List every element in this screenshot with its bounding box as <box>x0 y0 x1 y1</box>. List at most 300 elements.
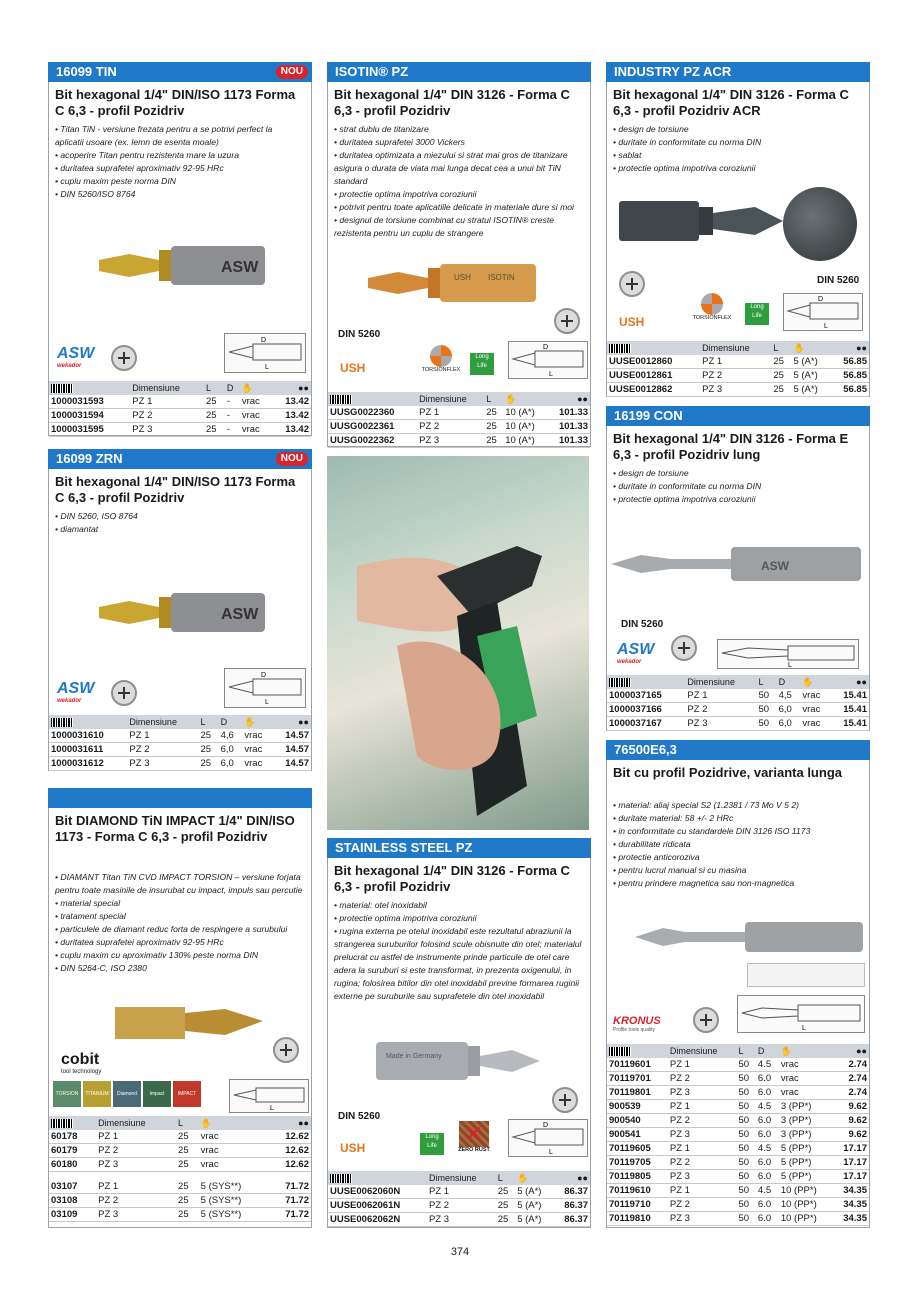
cell-code: 03107 <box>49 1180 96 1194</box>
feature-item: • DIN 5260, ISO 8764 <box>55 511 138 521</box>
cell-dim: PZ 1 <box>417 406 484 420</box>
brand-logo: ASW wekador <box>57 345 95 369</box>
product-title: Bit hexagonal 1/4" DIN/ISO 1173 Forma C 6,3 - profil Pozidriv <box>55 474 296 505</box>
cell-dim: PZ 1 <box>96 1180 176 1194</box>
panel-isotin-pz <box>327 62 591 447</box>
cell-l: 25 <box>771 355 791 369</box>
panel-diamond-tin <box>48 788 312 1228</box>
dimension-diagram <box>224 333 306 373</box>
feature-item: • potrivit pentru toate aplicatiile delicate in materiale dure si moi <box>334 202 574 212</box>
cell-l: 50 <box>737 1058 756 1072</box>
pozidriv-icon <box>111 345 137 371</box>
table-row <box>49 395 311 409</box>
table-row <box>607 1128 869 1142</box>
cell-code: 70119810 <box>607 1212 668 1226</box>
cell-dim: PZ 2 <box>427 1199 496 1213</box>
cell-code: 1000037165 <box>607 689 685 703</box>
feature-item: • acoperire Titan pentru rezistenta mare la uzura <box>55 150 239 160</box>
cell-l: 50 <box>737 1142 756 1156</box>
pozidriv-icon <box>671 635 697 661</box>
cell-pack: vrac <box>779 1086 832 1100</box>
cell-d: 6.0 <box>756 1114 779 1128</box>
table-row <box>607 1142 869 1156</box>
table-row <box>49 1194 311 1208</box>
long-life-badge: Long Life <box>420 1133 444 1155</box>
cell-code: 1000031611 <box>49 743 127 757</box>
cell-code: UUSE0062062N <box>328 1213 427 1227</box>
cell-l: 50 <box>737 1184 756 1198</box>
cell-l: 25 <box>484 420 503 434</box>
cell-dim: PZ 1 <box>668 1184 737 1198</box>
cell-l: 25 <box>176 1194 199 1208</box>
product-table: Dimensiune L D ✋ ●● 1000031593 PZ 1 25 - vrac 13.42 1000031594 PZ 2 25 - vrac 13.42 1000031595 PZ 3 25 - vrac 13.42 <box>51 382 309 435</box>
table-row <box>49 1208 311 1222</box>
cell-d: 4,5 <box>777 689 801 703</box>
cell-price: 14.57 <box>273 729 311 743</box>
feature-item: • duritate material: 58 +/- 2 HRc <box>613 813 734 823</box>
svg-text:ISOTIN: ISOTIN <box>488 273 515 282</box>
feature-item: • designul de torsiune combinat cu stratul ISOTIN® creste rezistenta pentru un cuplu de strangere <box>334 215 554 238</box>
cell-pack: vrac <box>242 729 272 743</box>
table-row <box>49 757 311 771</box>
cell-pack: 5 (SYS**) <box>199 1194 268 1208</box>
cell-l: 50 <box>737 1072 756 1086</box>
cell-d: 6.0 <box>756 1156 779 1170</box>
svg-text:D: D <box>261 672 267 679</box>
cell-dim: PZ 3 <box>700 383 771 397</box>
bit-image <box>611 539 863 589</box>
feature-item: • protectie optima impotriva coroziunii <box>613 163 756 173</box>
cell-l: 25 <box>199 743 219 757</box>
cell-pack: 10 (A*) <box>503 434 547 448</box>
new-badge: NOU <box>276 65 308 79</box>
feature-item: • in conformitate cu standardele DIN 3126 ISO 1173 <box>613 826 811 836</box>
badge-diamond: Diamond <box>113 1081 141 1107</box>
cell-code: UUSG0022362 <box>328 434 417 448</box>
cell-code: 900539 <box>607 1100 668 1114</box>
cell-pack: 10 (A*) <box>503 406 547 420</box>
badge-impact-red: IMPACT <box>173 1081 201 1107</box>
zero-rust-badge: ✕ ZERO RUST <box>458 1121 490 1153</box>
brand-logo: USH <box>340 361 366 375</box>
cell-d: 6.0 <box>756 1170 779 1184</box>
cell-dim: PZ 3 <box>127 757 198 771</box>
pozidriv-icon <box>552 1087 578 1113</box>
cell-pack: vrac <box>800 689 830 703</box>
brand-logo: USH <box>619 315 645 329</box>
table-row <box>328 1213 590 1227</box>
cell-pack: 5 (A*) <box>791 369 830 383</box>
feature-item: • material: otel inoxidabil <box>334 900 427 910</box>
svg-text:ASW: ASW <box>221 259 259 276</box>
feature-list <box>55 871 303 975</box>
cell-l: 50 <box>757 717 777 731</box>
feature-list <box>613 123 861 175</box>
panel-header: 16199 CON <box>606 406 870 426</box>
cell-price: 12.62 <box>268 1144 311 1158</box>
cell-dim: PZ 3 <box>668 1170 737 1184</box>
feature-item: • DIAMANT Titan TiN CVD IMPACT TORSION – versiune forjata pentru toate masinile de insurubat cu impact, impuls sau percutie <box>55 872 303 895</box>
svg-text:D: D <box>543 1122 549 1129</box>
cell-price: 9.62 <box>832 1100 869 1114</box>
svg-text:ASW: ASW <box>221 606 259 623</box>
cell-dim: PZ 3 <box>668 1128 737 1142</box>
cell-code: 1000031612 <box>49 757 127 771</box>
cell-pack: 10 (PP*) <box>779 1212 832 1226</box>
cell-pack: 10 (PP*) <box>779 1184 832 1198</box>
cell-price: 101.33 <box>547 420 590 434</box>
feature-item: • design de torsiune <box>613 124 689 134</box>
cell-price: 2.74 <box>832 1072 869 1086</box>
feature-item: • protectie optima impotriva coroziunii <box>334 189 477 199</box>
cell-l: 25 <box>204 395 225 409</box>
svg-text:L: L <box>265 364 269 371</box>
feature-list <box>613 467 861 506</box>
table-row <box>607 355 869 369</box>
cell-price: 13.42 <box>271 409 311 423</box>
cell-dim: PZ 2 <box>96 1144 176 1158</box>
panel-stainless-steel-pz <box>327 838 591 1228</box>
table-row <box>328 434 590 448</box>
cell-price: 34.35 <box>832 1184 869 1198</box>
cell-pack: vrac <box>199 1158 268 1172</box>
feature-list <box>613 799 861 890</box>
cell-pack: 3 (PP*) <box>779 1114 832 1128</box>
cell-dim: PZ 2 <box>668 1114 737 1128</box>
cell-d: 6.0 <box>756 1212 779 1226</box>
cell-code: 1000031594 <box>49 409 130 423</box>
engraving-text: Made in Germany <box>386 1053 442 1060</box>
product-table: Dimensiune L D ✋ ●● 1000031610 PZ 1 25 4,6 vrac 14.57 1000031611 PZ 2 25 6,0 vrac 14.57 1000031612 PZ 3 25 6,0 vrac 14.57 <box>51 716 309 769</box>
table-row <box>607 1058 869 1072</box>
din-label: DIN 5260 <box>338 1111 381 1122</box>
cell-dim: PZ 1 <box>427 1185 496 1199</box>
cell-d: - <box>225 409 240 423</box>
feature-item: • sablat <box>613 150 642 160</box>
product-title: Bit hexagonal 1/4" DIN 3126 - Forma C 6,3 - profil Pozidriv <box>334 863 570 894</box>
badge-impact: Impact <box>143 1081 171 1107</box>
panel-header: STAINLESS STEEL PZ <box>327 838 591 858</box>
product-title: Bit hexagonal 1/4" DIN 3126 - Forma C 6,3 - profil Pozidriv ACR <box>613 87 849 118</box>
table-row <box>49 409 311 423</box>
feature-list <box>334 899 582 1003</box>
feature-item: • protectie optima impotriva coroziunii <box>334 913 477 923</box>
feature-item: • cuplu maxim cu aproximativ 130% peste norma DIN <box>55 950 259 960</box>
cell-l: 50 <box>737 1198 756 1212</box>
cell-l: 50 <box>757 689 777 703</box>
pozidriv-icon <box>693 1007 719 1033</box>
cell-pack: 5 (PP*) <box>779 1142 832 1156</box>
cell-code: 1000031610 <box>49 729 127 743</box>
product-title: Bit DIAMOND TiN IMPACT 1/4" DIN/ISO 1173 - Forma C 6,3 - profil Pozidriv <box>55 813 295 844</box>
svg-text:ASW: ASW <box>761 559 789 573</box>
feature-list <box>334 123 582 240</box>
cell-code: UUSG0022361 <box>328 420 417 434</box>
brand-logo: USH <box>340 1141 366 1155</box>
pozidriv-icon <box>273 1037 299 1063</box>
cell-price: 86.37 <box>553 1199 590 1213</box>
cell-pack: 5 (SYS**) <box>199 1180 268 1194</box>
feature-item: • duritate in conformitate cu norma DIN <box>613 137 762 147</box>
cell-pack: 10 (A*) <box>503 420 547 434</box>
magnetic-badge <box>747 963 865 987</box>
feature-list <box>55 123 303 201</box>
cell-l: 50 <box>757 703 777 717</box>
dimension-diagram <box>508 1119 588 1157</box>
cell-pack: 5 (A*) <box>515 1185 553 1199</box>
table-row <box>607 717 869 731</box>
cell-l: 50 <box>737 1086 756 1100</box>
table-row <box>328 406 590 420</box>
torsionflex-badge: TORSIONFLEX <box>687 293 737 321</box>
cell-d: 4.5 <box>756 1142 779 1156</box>
table-row <box>607 1100 869 1114</box>
long-life-badge: Long Life <box>745 303 769 325</box>
cell-l: 25 <box>176 1158 199 1172</box>
drill-illustration <box>327 456 589 830</box>
cell-l: 25 <box>176 1208 199 1222</box>
panel-header: INDUSTRY PZ ACR <box>606 62 870 82</box>
cell-dim: PZ 3 <box>427 1213 496 1227</box>
panel-header: 16099 ZRN NOU <box>48 449 312 469</box>
cell-d: 6,0 <box>219 743 243 757</box>
table-row <box>607 1212 869 1226</box>
bit-image <box>115 999 265 1047</box>
svg-text:L: L <box>549 1149 553 1156</box>
cell-l: 50 <box>737 1170 756 1184</box>
cell-dim: PZ 2 <box>668 1156 737 1170</box>
cell-code: 70119705 <box>607 1156 668 1170</box>
cell-pack: 3 (PP*) <box>779 1100 832 1114</box>
panel-header: 76500E6,3 <box>606 740 870 760</box>
cell-dim: PZ 1 <box>130 395 204 409</box>
cell-price: 86.37 <box>553 1185 590 1199</box>
cell-code: 1000037166 <box>607 703 685 717</box>
cell-pack: vrac <box>199 1144 268 1158</box>
svg-text:D: D <box>543 344 549 351</box>
cell-pack: 5 (PP*) <box>779 1170 832 1184</box>
cell-d: 4.5 <box>756 1184 779 1198</box>
cell-d: 6,0 <box>219 757 243 771</box>
cell-pack: 5 (A*) <box>791 383 830 397</box>
cell-dim: PZ 2 <box>130 409 204 423</box>
cell-pack: vrac <box>242 743 272 757</box>
din-label: DIN 5260 <box>621 619 664 630</box>
cell-l: 25 <box>484 406 503 420</box>
cell-price: 86.37 <box>553 1213 590 1227</box>
product-title: Bit cu profil Pozidrive, varianta lunga <box>613 765 842 780</box>
cell-code: UUSE0012862 <box>607 383 700 397</box>
cell-price: 101.33 <box>547 406 590 420</box>
cell-l: 25 <box>176 1130 199 1144</box>
product-table: Dimensiune L ✋ ●● UUSG0022360 PZ 1 25 10 (A*) 101.33 UUSG0022361 PZ 2 25 10 (A*) 101.33 UUSG0022362 PZ 3 25 10 (A*) 101.33 <box>330 393 588 446</box>
cell-l: 25 <box>496 1185 515 1199</box>
bit-image <box>615 191 785 251</box>
feature-item: • strat dublu de titanizare <box>334 124 429 134</box>
cell-price: 2.74 <box>832 1058 869 1072</box>
feature-item: • duritatea suprafetei 3000 Vickers <box>334 137 465 147</box>
feature-item: • design de torsiune <box>613 468 689 478</box>
feature-item: • tratament special <box>55 911 126 921</box>
cell-code: 1000031595 <box>49 423 130 437</box>
cell-l: 25 <box>199 757 219 771</box>
cell-price: 9.62 <box>832 1114 869 1128</box>
cell-dim: PZ 1 <box>668 1058 737 1072</box>
feature-item: • protectie anticoroziva <box>613 852 700 862</box>
panel-header: ISOTIN® PZ <box>327 62 591 82</box>
cell-l: 25 <box>496 1213 515 1227</box>
table-row <box>607 1086 869 1100</box>
cell-code: UUSE0012861 <box>607 369 700 383</box>
dimension-diagram <box>229 1079 309 1113</box>
feature-item: • duritatea optimizata a miezului si strat mai gros de titanizare asigura o durata de viata mai lunga decat cea a unui bit TiN standard <box>334 150 568 186</box>
panel-76500e63 <box>606 740 870 1228</box>
table-row <box>49 1130 311 1144</box>
product-table: Dimensiune L D ✋ ●● 1000037165 PZ 1 50 4,5 vrac 15.41 1000037166 PZ 2 50 6,0 vrac 15.41 1000037167 PZ 3 50 6,0 vrac 15.41 <box>609 676 867 729</box>
dimension-diagram <box>508 341 588 379</box>
cell-price: 15.41 <box>831 703 869 717</box>
cell-price: 71.72 <box>268 1208 311 1222</box>
cell-dim: PZ 1 <box>700 355 771 369</box>
table-row <box>49 1180 311 1194</box>
cell-code: 70119701 <box>607 1072 668 1086</box>
product-title: Bit hexagonal 1/4" DIN/ISO 1173 Forma C 6,3 - profil Pozidriv <box>55 87 296 118</box>
cell-dim: PZ 3 <box>96 1158 176 1172</box>
drill-photo <box>327 456 589 830</box>
feature-item: • duritate in conformitate cu norma DIN <box>613 481 762 491</box>
cell-dim: PZ 2 <box>668 1072 737 1086</box>
cell-code: UUSE0062061N <box>328 1199 427 1213</box>
cell-d: 6,0 <box>777 717 801 731</box>
cell-price: 17.17 <box>832 1156 869 1170</box>
cell-d: 6.0 <box>756 1086 779 1100</box>
feature-item: • protectie optima impotriva coroziunii <box>613 494 756 504</box>
cell-code: 70119801 <box>607 1086 668 1100</box>
panel-16099-zrn <box>48 449 312 771</box>
feature-item: • material special <box>55 898 121 908</box>
cell-dim: PZ 3 <box>668 1212 737 1226</box>
brand-logo: ASW wekador <box>57 680 95 704</box>
cell-dim: PZ 2 <box>417 420 484 434</box>
cell-dim: PZ 2 <box>700 369 771 383</box>
cell-price: 34.35 <box>832 1212 869 1226</box>
cell-pack: 5 (A*) <box>791 355 830 369</box>
cell-pack: vrac <box>779 1072 832 1086</box>
cell-l: 50 <box>737 1212 756 1226</box>
table-row <box>607 1072 869 1086</box>
cell-d: 6.0 <box>756 1128 779 1142</box>
bit-closeup <box>783 187 857 261</box>
table-row <box>607 383 869 397</box>
feature-item: • material: aliaj special S2 (1.2381 / 73 Mo V 5 2) <box>613 800 799 810</box>
svg-text:L: L <box>788 662 792 669</box>
cell-l: 25 <box>199 729 219 743</box>
svg-text:L: L <box>549 371 553 378</box>
din-label: DIN 5260 <box>338 329 381 340</box>
cell-l: 50 <box>737 1114 756 1128</box>
cell-code: 60179 <box>49 1144 96 1158</box>
cell-dim: PZ 3 <box>130 423 204 437</box>
new-badge: NOU <box>276 452 308 466</box>
table-row <box>328 1185 590 1199</box>
cell-code: 70119710 <box>607 1198 668 1212</box>
table-row <box>607 1114 869 1128</box>
table-row <box>49 423 311 437</box>
feature-item: • DIN 5264-C, ISO 2380 <box>55 963 147 973</box>
feature-item: • pentru prindere magnetica sau non-magnetica <box>613 878 795 888</box>
brand-logo: ASW wekador <box>617 641 655 665</box>
svg-text:D: D <box>261 337 267 344</box>
table-row <box>607 369 869 383</box>
cell-pack: 5 (A*) <box>515 1213 553 1227</box>
cell-price: 56.85 <box>831 383 869 397</box>
cell-dim: PZ 2 <box>127 743 198 757</box>
cell-l: 25 <box>771 383 791 397</box>
cell-dim: PZ 1 <box>685 689 756 703</box>
cell-pack: vrac <box>779 1058 832 1072</box>
bit-image <box>99 238 269 293</box>
svg-text:USH: USH <box>454 273 471 282</box>
badge-torsion: TORSION <box>53 1081 81 1107</box>
feature-item: • rugina externa pe otelul inoxidabil este rezultatul abraziunii la strangerea suruburilor folosind scule obisnuite din otel; materialul prelucrat cu astfel de instrumente prinde particule de otel care adera la suruburi si este transformat, in prezenta oxigenului, in rugina; folosirea bitilor din otel inoxidabil previne formarea ruginii externe pe suruburile sau suprafetele din otel inoxidabil <box>334 926 582 1001</box>
cell-pack: 5 (SYS**) <box>199 1208 268 1222</box>
cell-d: - <box>225 395 240 409</box>
cell-code: 70119610 <box>607 1184 668 1198</box>
panel-header: 16099 TIN NOU <box>48 62 312 82</box>
brand-logo: cobit tool technology <box>61 1051 102 1075</box>
cell-dim: PZ 3 <box>685 717 756 731</box>
cell-code: 70119605 <box>607 1142 668 1156</box>
cell-code: 60180 <box>49 1158 96 1172</box>
pozidriv-icon <box>554 308 580 334</box>
feature-item: • duritatea suprafetei aproximativ 92-95 HRc <box>55 163 224 173</box>
cell-price: 56.85 <box>831 355 869 369</box>
table-row <box>607 689 869 703</box>
cell-code: UUSG0022360 <box>328 406 417 420</box>
cell-price: 13.42 <box>271 395 311 409</box>
panel-header <box>48 788 312 808</box>
table-row <box>607 1184 869 1198</box>
cell-price: 9.62 <box>832 1128 869 1142</box>
cell-l: 25 <box>204 409 225 423</box>
product-table: Dimensiune L ✋ ●● 60178 PZ 1 25 vrac 12.62 60179 PZ 2 25 vrac 12.62 60180 PZ 3 25 vrac 12.62 03107 PZ 1 25 5 (SYS**) 71.72 03108 PZ 2 25 5 (SYS**) 71.72 03109 PZ 3 25 5 (SYS**) 71.72 <box>51 1117 309 1220</box>
bit-image <box>368 258 538 308</box>
cell-code: 1000031593 <box>49 395 130 409</box>
cell-pack: vrac <box>240 395 271 409</box>
feature-item: • durabilitate ridicata <box>613 839 691 849</box>
cell-price: 13.42 <box>271 423 311 437</box>
cell-l: 25 <box>204 423 225 437</box>
cell-pack: vrac <box>199 1130 268 1144</box>
feature-item: • cuplu maxim peste norma DIN <box>55 176 176 186</box>
product-table: Dimensiune L ✋ ●● UUSE0012860 PZ 1 25 5 (A*) 56.85 UUSE0012861 PZ 2 25 5 (A*) 56.85 UUSE0012862 PZ 3 25 5 (A*) 56.85 <box>609 342 867 395</box>
feature-item: • DIN 5260/ISO 8764 <box>55 189 136 199</box>
cell-price: 15.41 <box>831 689 869 703</box>
feature-item: • particulele de diamant reduc forta de respingere a surubului <box>55 924 288 934</box>
cell-price: 2.74 <box>832 1086 869 1100</box>
table-row <box>49 729 311 743</box>
bit-image <box>372 1036 542 1086</box>
cell-l: 25 <box>496 1199 515 1213</box>
cell-pack: 10 (PP*) <box>779 1198 832 1212</box>
cell-price: 15.41 <box>831 717 869 731</box>
cell-l: 25 <box>771 369 791 383</box>
panel-16099-tin <box>48 62 312 436</box>
cell-code: 03108 <box>49 1194 96 1208</box>
table-row <box>607 1156 869 1170</box>
cell-code: 03109 <box>49 1208 96 1222</box>
cell-code: 900541 <box>607 1128 668 1142</box>
